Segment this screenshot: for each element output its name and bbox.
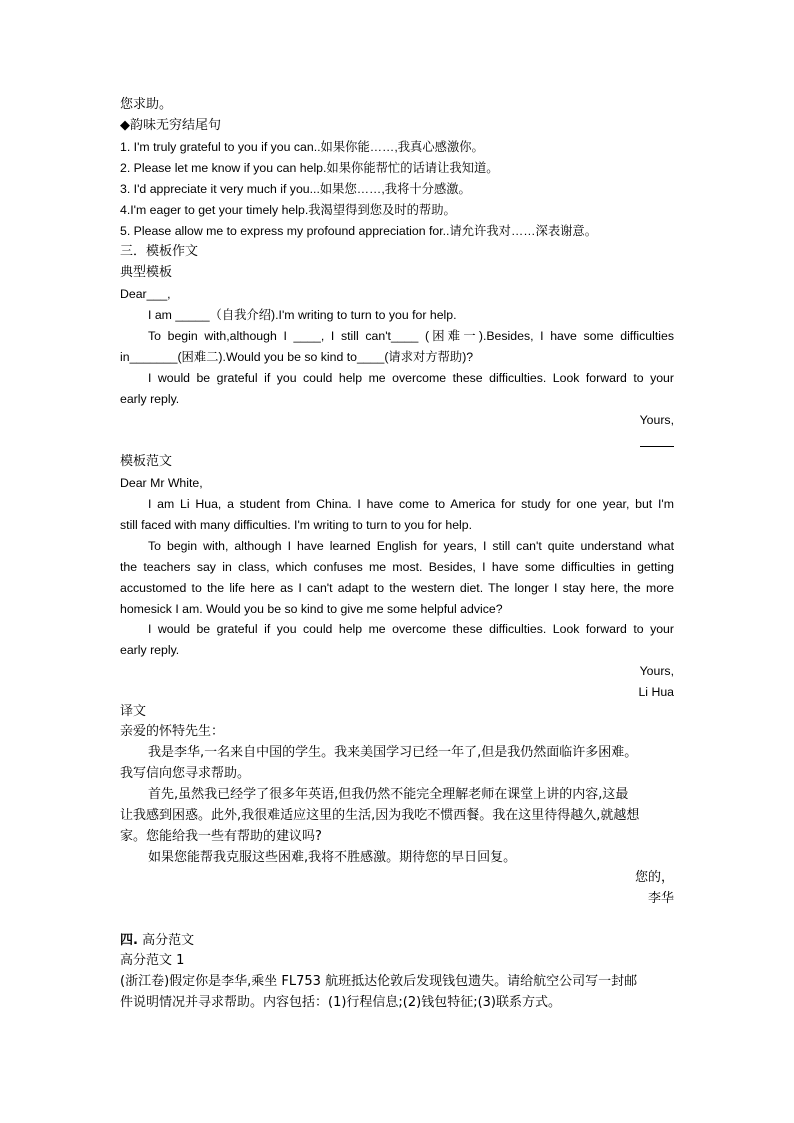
section-number: 四. <box>120 933 138 948</box>
letter-salutation: Dear___, <box>120 287 171 301</box>
section-heading: 三．模板作文 <box>120 244 199 259</box>
letter-paragraph-cont: the teachers say in class, which confuses me most. Besides, I have some difficulties in getting <box>120 560 674 574</box>
translation-paragraph-cont: 我写信向您寻求帮助。 <box>120 766 251 781</box>
translation-closing: 您的， <box>634 870 674 885</box>
letter-paragraph-cont: homesick I am. Would you be so kind to give me some helpful advice? <box>120 602 503 616</box>
list-item: 2. Please let me know if you can help.如果你能帮忙的话请让我知道。 <box>120 161 499 175</box>
translation-paragraph-cont: 家。您能给我一些有帮助的建议吗? <box>120 829 322 844</box>
letter-paragraph: I am Li Hua, a student from China. I have come to America for study for one year, but I'm <box>148 497 674 511</box>
translation-signature: 李华 <box>647 891 674 906</box>
letter-paragraph: To begin with, although I have learned English for years, I still can't quite understand what <box>148 539 674 553</box>
subheading: 典型模板 <box>120 265 173 280</box>
letter-closing: Yours, <box>639 664 674 678</box>
text-line: 您求助。 <box>120 97 173 112</box>
letter-paragraph-cont: in_______(困难二).Would you be so kind to____(请求对方帮助)? <box>120 350 474 364</box>
letter-paragraph: I would be grateful if you could help me overcome these difficulties. Look forward to your <box>148 371 674 385</box>
letter-paragraph: I would be grateful if you could help me overcome these difficulties. Look forward to your <box>148 622 674 636</box>
prompt-paragraph-cont: 件说明情况并寻求帮助。内容包括：(1)行程信息;(2)钱包特征;(3)联系方式。 <box>120 995 562 1010</box>
letter-paragraph: I am _____（自我介绍).I'm writing to turn to you for help. <box>148 308 457 322</box>
translation-salutation: 亲爱的怀特先生： <box>120 724 225 739</box>
section-subheading: ◆韵味无穷结尾句 <box>120 118 221 133</box>
prompt-paragraph: (浙江卷)假定你是李华,乘坐 FL753 航班抵达伦敦后发现钱包遗失。请给航空公司写一封邮 <box>120 974 638 989</box>
section-heading <box>120 932 674 950</box>
subheading: 高分范文 1 <box>120 953 185 968</box>
list-item: 3. I'd appreciate it very much if you...如果您……,我将十分感激。 <box>120 182 471 196</box>
list-item: 1. I'm truly grateful to you if you can..如果你能……,我真心感激你。 <box>120 140 484 154</box>
translation-paragraph: 我是李华,一名来自中国的学生。我来美国学习已经一年了,但是我仍然面临许多困难。 <box>148 745 638 760</box>
translation-paragraph-cont: 让我感到困惑。此外,我很难适应这里的生活,因为我吃不惯西餐。我在这里待得越久,就越想 <box>120 808 640 823</box>
letter-paragraph-cont: early reply. <box>120 392 180 406</box>
letter-signature: Li Hua <box>638 685 674 699</box>
letter-salutation: Dear Mr White, <box>120 476 203 490</box>
subheading: 译文 <box>120 704 147 719</box>
list-item: 5. Please allow me to express my profound appreciation for..请允许我对……深表谢意。 <box>120 224 598 238</box>
signature-blank <box>640 446 674 447</box>
translation-paragraph: 如果您能帮我克服这些困难,我将不胜感激。期待您的早日回复。 <box>148 850 517 865</box>
letter-paragraph-cont: early reply. <box>120 643 180 657</box>
list-item: 4.I'm eager to get your timely help.我渴望得到您及时的帮助。 <box>120 203 456 217</box>
subheading: 模板范文 <box>120 454 173 469</box>
section-title: 高分范文 <box>142 933 195 948</box>
letter-paragraph: To begin with,although I ____, I still can't____ (困难一).Besides, I have some difficulties <box>148 329 674 343</box>
letter-closing: Yours, <box>639 413 674 427</box>
letter-paragraph-cont: accustomed to the life here as I can't adapt to the western diet. The longer I stay here, the more <box>120 581 674 595</box>
letter-paragraph-cont: still faced with many difficulties. I'm writing to turn to you for help. <box>120 518 473 532</box>
translation-paragraph: 首先,虽然我已经学了很多年英语,但我仍然不能完全理解老师在课堂上讲的内容,这最 <box>148 787 629 802</box>
